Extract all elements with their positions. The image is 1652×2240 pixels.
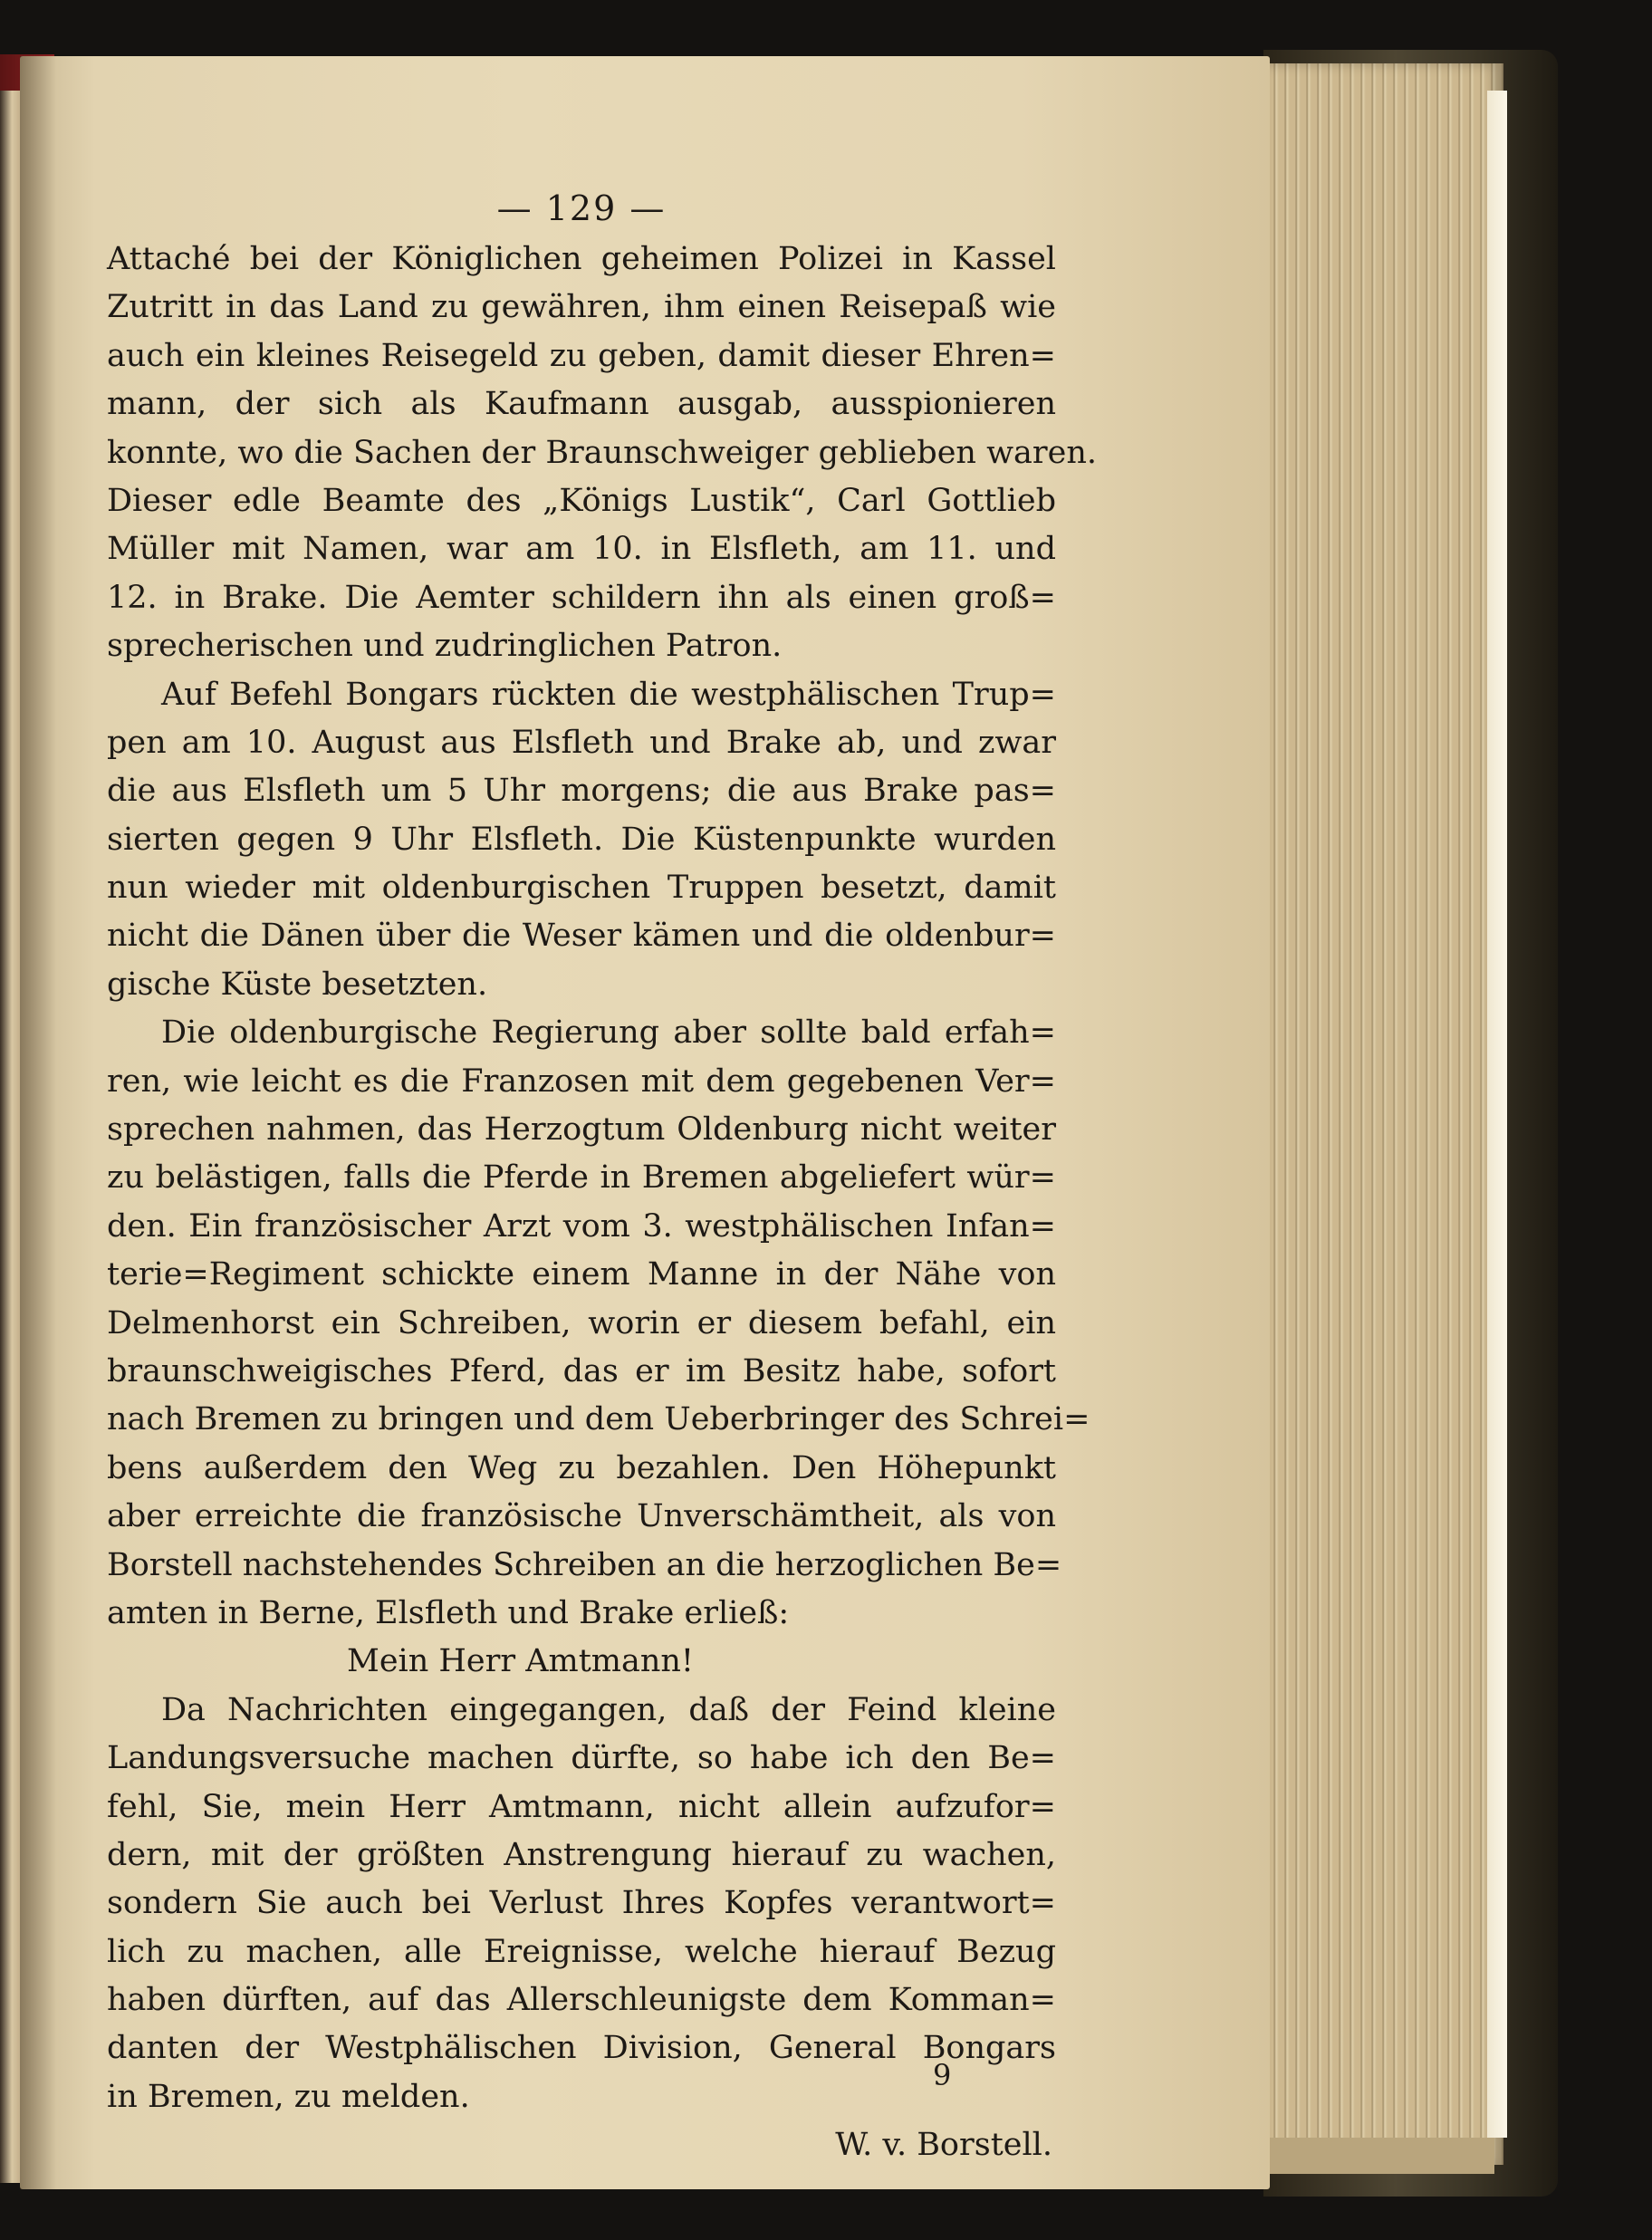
page-edge-white: [1487, 91, 1507, 2138]
text-line: mann, der sich als Kaufmann ausgab, ausspionieren: [107, 386, 1056, 423]
text-line: lich zu machen, alle Ereignisse, welche hierauf Bezug: [107, 1933, 1056, 1970]
page-text: [107, 181, 1098, 2170]
text-line: in Bremen, zu melden.: [107, 2078, 470, 2115]
text-line: Auf Befehl Bongars rückten die westphälischen Trup=: [161, 676, 1056, 713]
text-line: Attaché bei der Königlichen geheimen Polizei in Kassel: [107, 241, 1056, 277]
text-line: Delmenhorst ein Schreiben, worin er diesem befahl, ein: [107, 1304, 1056, 1341]
text-line: gische Küste besetzten.: [107, 966, 488, 1003]
text-line: bens außerdem den Weg zu bezahlen. Den Höhepunkt: [107, 1449, 1056, 1486]
text-line: 12. in Brake. Die Aemter schildern ihn als einen groß=: [107, 579, 1056, 616]
text-line: amten in Berne, Elsfleth und Brake erließ:: [107, 1594, 790, 1631]
text-line: nach Bremen zu bringen und dem Ueberbringer des Schrei=: [107, 1401, 1090, 1438]
text-line: die aus Elsfleth um 5 Uhr morgens; die aus Brake pas=: [107, 773, 1056, 810]
text-line: sprechen nahmen, das Herzogtum Oldenburg nicht weiter: [107, 1111, 1056, 1149]
text-line: fehl, Sie, mein Herr Amtmann, nicht allein aufzufor=: [107, 1788, 1056, 1825]
page-stack: [1268, 63, 1503, 2165]
text-line: Borstell nachstehendes Schreiben an die herzoglichen Be=: [107, 1546, 1062, 1583]
sheet-number: 9: [933, 2058, 952, 2092]
text-line: Müller mit Namen, war am 10. in Elsfleth, am 11. und: [107, 531, 1056, 568]
text-line: den. Ein französischer Arzt vom 3. westphälischen Infan=: [107, 1207, 1056, 1245]
text-line: terie=Regiment schickte einem Manne in der Nähe von: [107, 1256, 1056, 1293]
text-line: auch ein kleines Reisegeld zu geben, damit dieser Ehren=: [107, 337, 1056, 374]
text-line: konnte, wo die Sachen der Braunschweiger geblieben waren.: [107, 434, 1098, 471]
text-line: dern, mit der größten Anstrengung hierauf zu wachen,: [107, 1836, 1056, 1873]
text-line: sondern Sie auch bei Verlust Ihres Kopfes verantwort=: [107, 1885, 1056, 1922]
text-line: ren, wie leicht es die Franzosen mit dem gegebenen Ver=: [107, 1062, 1056, 1100]
text-line: danten der Westphälischen Division, General Bongars: [107, 2030, 1056, 2067]
text-line: pen am 10. August aus Elsfleth und Brake ab, und zwar: [107, 724, 1056, 761]
text-line: Da Nachrichten eingegangen, daß der Feind kleine: [161, 1691, 1056, 1728]
text-line: Zutritt in das Land zu gewähren, ihm einen Reisepaß wie: [107, 289, 1056, 326]
gutter-shadow: [20, 56, 56, 2189]
page-stack-bottom: [1268, 2138, 1494, 2174]
text-line: sprecherischen und zudringlichen Patron.: [107, 628, 783, 665]
text-line: Dieser edle Beamte des „Königs Lustik“, Carl Gottlieb: [107, 482, 1056, 519]
left-page-edge: [0, 54, 20, 2183]
text-line: zu belästigen, falls die Pferde in Bremen abgeliefert wür=: [107, 1159, 1056, 1197]
page-header: — 129 —: [496, 188, 667, 228]
text-line: Landungsversuche machen dürfte, so habe ich den Be=: [107, 1740, 1056, 1777]
text-line: Die oldenburgische Regierung aber sollte bald erfah=: [161, 1014, 1056, 1052]
text-line: sierten gegen 9 Uhr Elsfleth. Die Küstenpunkte wurden: [107, 821, 1056, 858]
text-line: nun wieder mit oldenburgischen Truppen besetzt, damit: [107, 870, 1056, 907]
text-line: nicht die Dänen über die Weser kämen und die oldenbur=: [107, 918, 1056, 955]
text-line: haben dürften, auf das Allerschleunigste dem Komman=: [107, 1982, 1056, 2019]
letter-salutation: Mein Herr Amtmann!: [347, 1643, 694, 1680]
text-line: braunschweigisches Pferd, das er im Besitz habe, sofort: [107, 1352, 1056, 1389]
text-line: aber erreichte die französische Unverschämtheit, als von: [107, 1498, 1056, 1535]
letter-signature: W. v. Borstell.: [835, 2127, 1052, 2164]
